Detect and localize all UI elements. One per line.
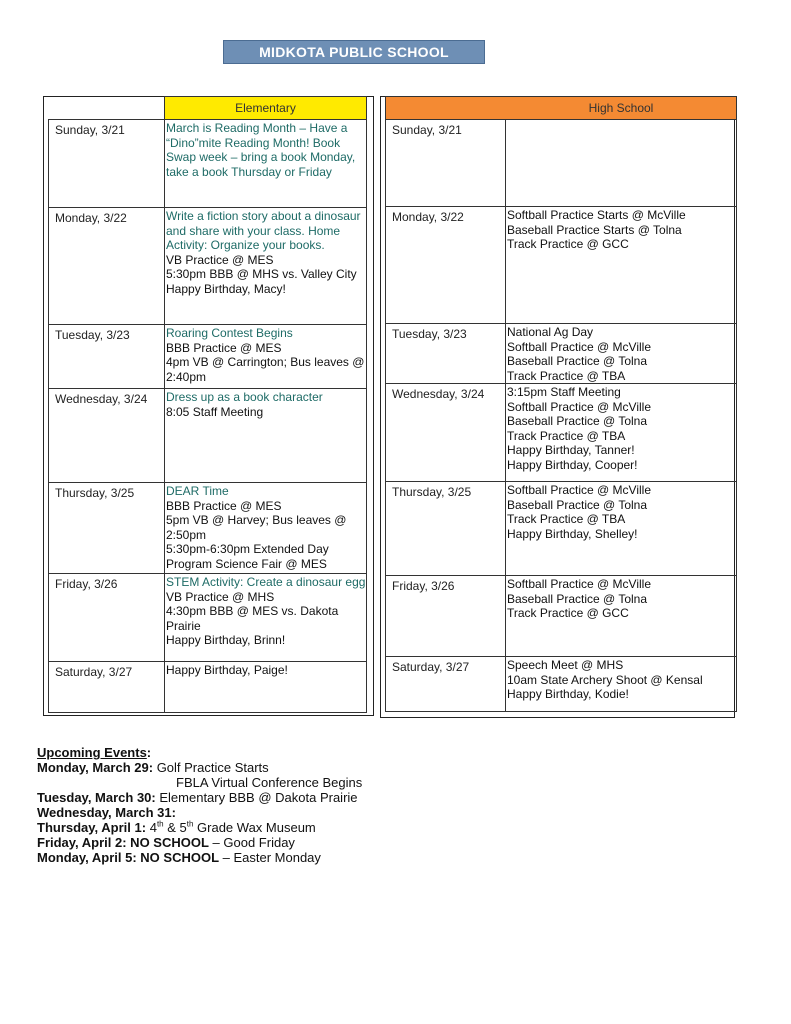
schedule-row [386,324,737,384]
schedule-row [49,662,367,713]
event-item: Happy Birthday, Brinn! [166,633,286,647]
day-cell: Thursday, 3/25 [49,483,165,574]
day-cell: Saturday, 3/27 [386,657,506,712]
schedule-row [386,657,737,712]
day-cell: Wednesday, 3/24 [49,389,165,483]
event-item: Happy Birthday, Paige! [166,663,288,677]
event-item: Baseball Practice @ Tolna [507,354,648,368]
event-item: Roaring Contest Begins [166,326,293,340]
upcoming-event-row: Friday, April 2: NO SCHOOL – Good Friday [37,835,295,850]
event-item: Track Practice @ TBA [507,368,626,383]
events-cell [506,120,737,207]
day-cell: Monday, 3/22 [386,207,506,324]
event-item: March is Reading Month – Have a “Dino”mite Reading Month! Book Swap week – bring a book Monday, take a book Thursday or Friday [166,121,356,179]
upcoming-event-row: Monday, March 29: Golf Practice Starts [37,760,269,775]
elementary-schedule-table [48,96,367,713]
event-item: Baseball Practice @ Tolna [507,591,648,606]
event-item: National Ag Day [507,325,594,339]
day-cell: Friday, 3/26 [386,576,506,657]
day-cell: Sunday, 3/21 [49,120,165,208]
high-school-header: High School [386,97,737,120]
event-item: Baseball Practice Starts @ Tolna [507,222,682,237]
schedule-row [386,576,737,657]
event-item: STEM Activity: Create a dinosaur egg [166,575,366,589]
event-item: Track Practice @ TBA [507,428,626,443]
events-cell [165,325,367,389]
events-cell [506,324,737,384]
schedule-row [49,208,367,325]
events-cell [165,208,367,325]
event-item: Happy Birthday, Shelley! [507,526,638,541]
event-item: Track Practice @ TBA [507,512,626,526]
event-item: 10am State Archery Shoot @ Kensal [507,672,703,687]
events-cell [165,389,367,483]
event-item: DEAR Time [166,484,229,498]
event-item: Baseball Practice @ Tolna [507,497,648,512]
schedule-row [49,574,367,662]
upcoming-event-row: Wednesday, March 31: [37,805,176,820]
schedule-row [386,120,737,207]
event-item: Track Practice @ GCC [507,237,629,251]
event-item: 4pm VB @ Carrington; Bus leaves @ 2:40pm [166,355,365,384]
day-cell: Tuesday, 3/23 [386,324,506,384]
schedule-row [49,120,367,208]
event-item: Softball Practice @ McVille [507,339,652,354]
event-item: BBB Practice @ MES [166,340,282,355]
day-cell: Thursday, 3/25 [386,482,506,576]
upcoming-events-title: Upcoming Events [37,745,147,760]
elementary-header-spacer [49,97,165,120]
schedule-row [49,325,367,389]
events-cell [506,207,737,324]
events-cell [165,574,367,662]
event-item: Dress up as a book character [166,390,323,404]
event-item: Speech Meet @ MHS [507,658,624,672]
events-cell [165,483,367,574]
schedule-row [386,207,737,324]
upcoming-event-row: FBLA Virtual Conference Begins [176,775,363,790]
event-item: BBB Practice @ MES [166,498,282,513]
event-item: Happy Birthday, Kodie! [507,687,629,701]
event-item: 5pm VB @ Harvey; Bus leaves @ 2:50pm [166,513,347,542]
upcoming-events: Upcoming Events: Monday, March 29: Golf Practice Starts FBLA Virtual Conference Begins Tuesday, March 30: Elementary BBB @ Dakota Prairie Wednesday, March 31: Thursday, April 1: 4th & 5th Grade Wax Museum Friday, April 2: NO SCHOOL – Good Friday Monday, April 5: NO SCHOOL – Easter Monday [37,745,737,865]
event-item: Happy Birthday, Macy! [166,281,286,296]
event-item: 5:30pm-6:30pm Extended Day Program Science Fair @ MES [166,542,329,571]
event-item: Happy Birthday, Cooper! [507,457,638,472]
event-item: 4:30pm BBB @ MES vs. Dakota Prairie [166,604,339,633]
day-cell: Wednesday, 3/24 [386,384,506,482]
events-cell [506,482,737,576]
events-cell [165,120,367,208]
day-cell: Monday, 3/22 [49,208,165,325]
event-item: 8:05 Staff Meeting [166,404,264,419]
high-school-schedule-table [385,96,737,712]
events-cell [165,662,367,713]
event-item: Softball Practice @ McVille [507,399,652,414]
upcoming-event-row: Monday, April 5: NO SCHOOL – Easter Monday [37,850,321,865]
day-cell: Saturday, 3/27 [49,662,165,713]
event-item: VB Practice @ MHS [166,589,275,604]
schedule-row [49,389,367,483]
day-cell: Friday, 3/26 [49,574,165,662]
events-cell [506,576,737,657]
upcoming-event-row: Tuesday, March 30: Elementary BBB @ Dakota Prairie [37,790,358,805]
schedule-row [386,482,737,576]
day-cell: Tuesday, 3/23 [49,325,165,389]
event-item: 3:15pm Staff Meeting [507,385,621,399]
event-item: Softball Practice @ McVille [507,577,652,591]
school-banner: MIDKOTA PUBLIC SCHOOL [223,40,485,64]
event-item: Baseball Practice @ Tolna [507,414,648,428]
schedule-row [49,483,367,574]
elementary-header: Elementary [165,97,367,120]
events-cell [506,384,737,482]
upcoming-event-row: Thursday, April 1: 4th & 5th Grade Wax Museum [37,819,316,835]
event-item: Write a fiction story about a dinosaur and share with your class. Home Activity: Organize your books. [166,209,361,252]
schedule-row [386,384,737,482]
event-item: Softball Practice Starts @ McVille [507,208,686,222]
event-item: VB Practice @ MES [166,252,274,267]
events-cell [506,657,737,712]
event-item: 5:30pm BBB @ MHS vs. Valley City [166,267,357,281]
event-item: Happy Birthday, Tanner! [507,443,635,457]
day-cell: Sunday, 3/21 [386,120,506,207]
event-item: Track Practice @ GCC [507,606,629,620]
event-item: Softball Practice @ McVille [507,483,652,497]
